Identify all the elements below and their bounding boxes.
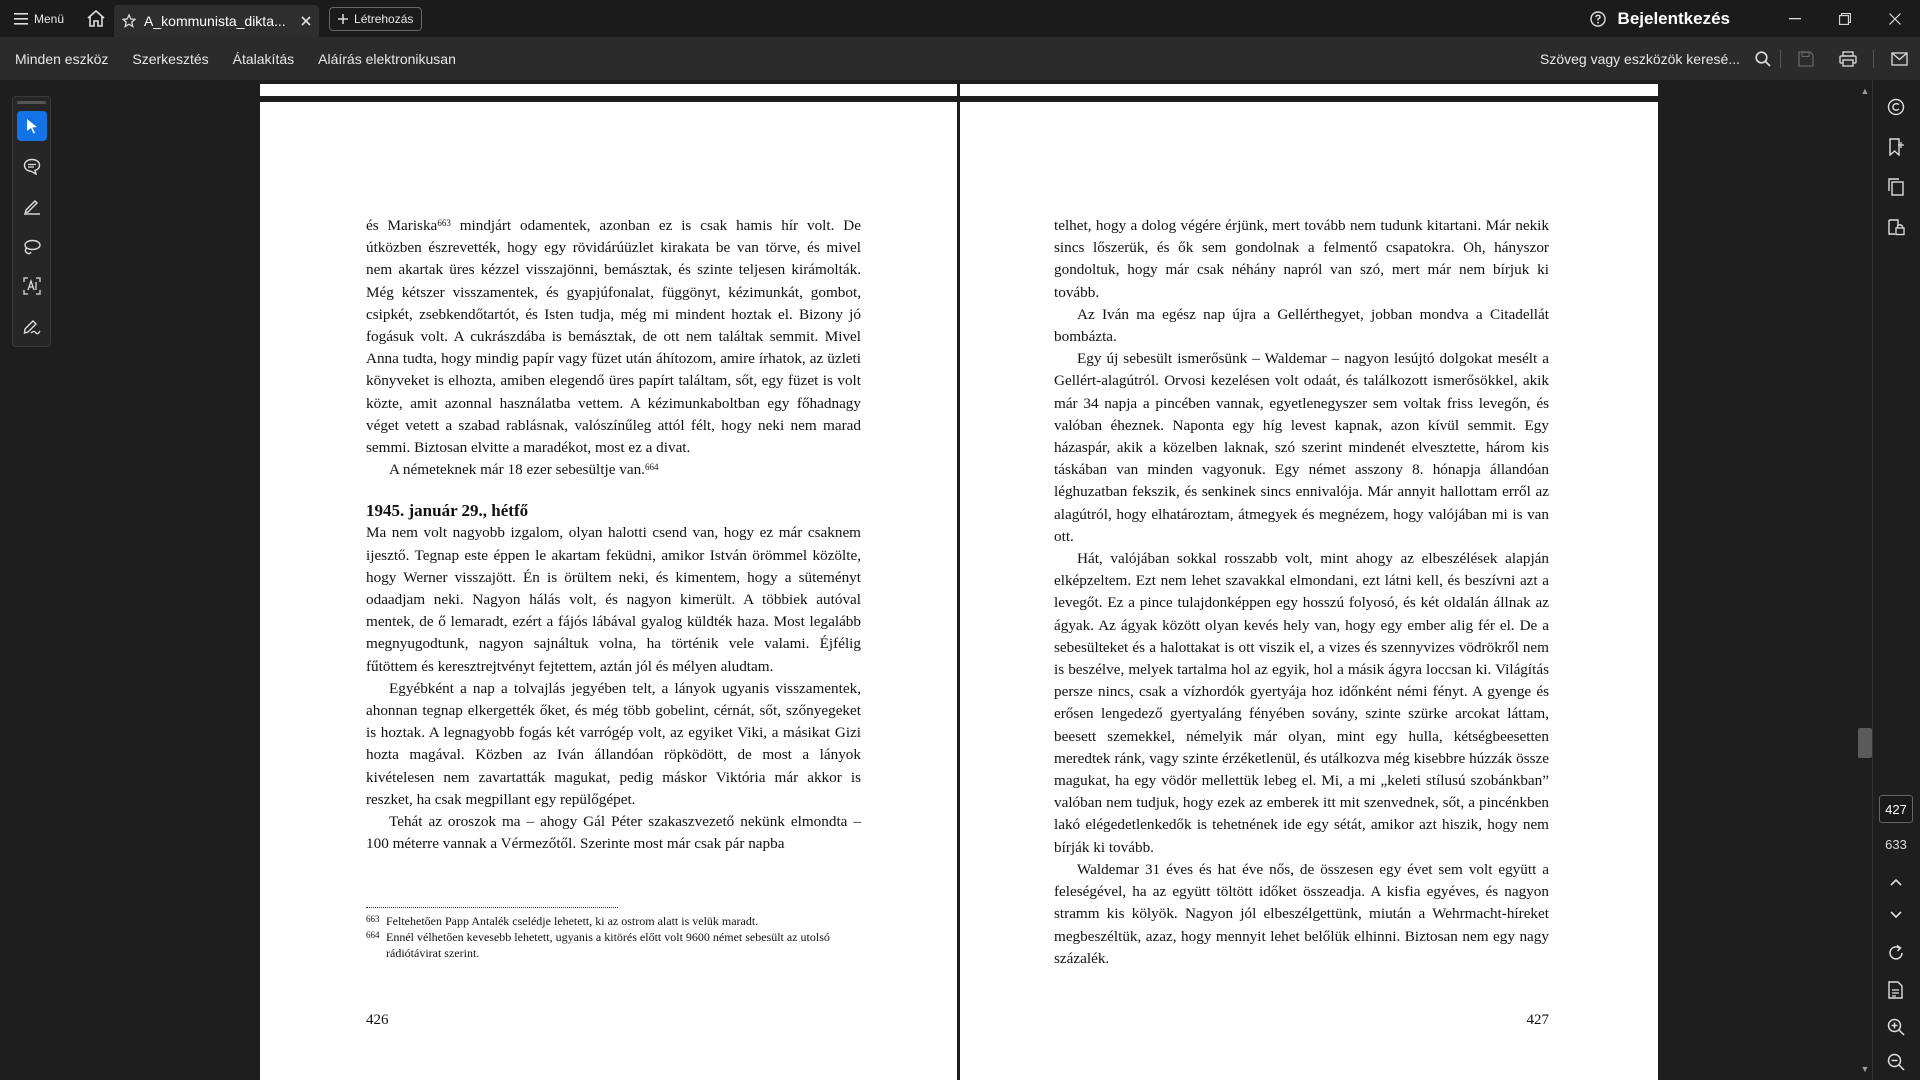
close-icon[interactable] (301, 16, 311, 26)
current-page-input[interactable]: 427 (1879, 795, 1913, 823)
vertical-scrollbar[interactable] (1858, 80, 1872, 1080)
help-button[interactable] (1580, 11, 1616, 27)
close-window-icon (1889, 13, 1901, 25)
create-label: Létrehozás (354, 11, 414, 26)
previous-page-button[interactable] (1881, 867, 1911, 897)
search-button[interactable] (1750, 37, 1776, 80)
rail-grip[interactable] (17, 101, 46, 104)
paragraph-text: és Mariska (366, 217, 438, 234)
pen-tool[interactable] (17, 191, 47, 221)
rotate-button[interactable] (1881, 938, 1911, 968)
paragraph-text: mindjárt odamentek, azonban ez is csak hamis hír volt. De útközben észrevették, hogy egy rövidárúüzlet kirakata be van törve, és mivel nem akartak üres kézzel visszajönni, bemásztak, és szinte teljesen kirámolták. Még kétszer visszamentek, és gyapjúfonalat, függönyt, kézimunkát, gombot, csipkét, zsebkendőtartót, és Isten tudja, még mi mindent hoztak el. Bizony jó fogásuk volt. A cukrászdába is bemásztak, de ott nem találtak semmit. Mivel Anna tudta, hogy mindig papír vagy füzet után áhítozom, amire írhatok, az üzleti könyveket is elhozta, amiben elegendő üres papírt találtam, sőt, egy füzet is volt közte, amit azonnal használatba vettem. A kézimunkaboltban egy főhadnagy véget vetett a szabad rablásnak, valószínűleg attól félt, hogy neki nem marad semmi. Biztosan elvitte a maradékot, most ez a divat. (366, 217, 861, 457)
paragraph-text: Egyébként a nap a tolvajlás jegyében telt, a lányok ugyanis visszamentek, ahonnan tegnap elkergették őket, és még több gobelint, cérnát, sőt, szőnyegeket is hoztak. A legnagyobb fogás két varrógép volt, az egyiket Viki, a másikat Gizi hozta magával. Közben az Iván állandóan röpködött, de most a lányok kivételesen nem zavartatták magukat, pedig máskor Viktória már akkor is reszket, ha csak megpillant egy repülőgépet. (366, 679, 861, 808)
minimize-icon (1789, 18, 1801, 20)
toolbar-convert[interactable]: Átalakítás (232, 50, 295, 67)
lasso-icon (23, 238, 41, 255)
toolbar-divider (1780, 50, 1781, 68)
total-pages: 633 (1885, 837, 1907, 852)
footnote-number: 663 (366, 914, 380, 924)
print-icon (1839, 51, 1857, 67)
text-select-tool[interactable] (17, 271, 47, 301)
create-button[interactable] (329, 7, 422, 31)
next-page-button[interactable] (1881, 900, 1911, 930)
save-icon (1798, 51, 1814, 67)
pen-icon (23, 197, 41, 215)
scroll-down-arrow[interactable]: ▼ (1860, 1064, 1870, 1074)
toolbar-edit[interactable]: Szerkesztés (132, 50, 209, 67)
footnote-text: Feltehetően Papp Antalék cselédje lehetett, ki az ostrom alatt is velük maradt. (386, 914, 759, 928)
page-number: 427 (1526, 1012, 1549, 1028)
save-button[interactable] (1785, 37, 1827, 80)
paragraph-text: Tehát az oroszok ma – ahogy Gál Péter szakaszvezető nekünk elmondta – 100 méterre vannak a Vérmezőtől. Szerinte most már csak pár napba (366, 813, 861, 853)
paragraph-text: Hát, valójában sokkal rosszabb volt, mint ahogy az elbeszélések alapján elképzeltem. Ezt nem lehet szavakkal elmondani, ezt látni kell, és beszívni azt a levegőt. Ez a pince tulajdonképpen egy hosszú folyosó, és két oldalán állnak az ágyak. Az ágyak között olyan kevés hely van, hogy egy ember alig fér el. De a sebesülteket és a halottakat is ott viszik el, a vizes és szennyvizes vödrökről nem is beszélve, melyek tartalma hol az egyik, hol a másik ágyra loccsan ki. Világítás persze nincs, csak a vízhordók gyertyája hoz időnként némi fényt. A gyenge és erősen lengedező gyertyaláng fényében sovány, szinte szürke arcokat láttam, beesett szemekkel, némelyik már olyan, mint egy hulla, kétségbeesetten meredtek ránk, vagy szinte érzéketlenül, és utálkozva még kisebbre húzzák össze magukat, ha egy vödör mellettük lebeg el. Mi, a mi „keleti stílusú szobánkban” valóban nem tudjuk, hogy ezek az emberek itt mit szenvednek, sőt, a pincénkben lakó elégedetlenkedők is tehetnének ide egy sétát, amikor azt hiszik, hogy nem bírják ki tovább. (1054, 550, 1549, 856)
page-layout-button[interactable] (1881, 975, 1911, 1005)
footnote-ref[interactable]: 664 (644, 462, 659, 473)
rotate-icon (1887, 944, 1905, 962)
document-tab[interactable] (114, 5, 319, 37)
search-input[interactable]: Szöveg vagy eszközök keresé... (1540, 50, 1740, 67)
print-button[interactable] (1827, 37, 1869, 80)
protect-icon (1887, 218, 1905, 236)
restore-icon (1839, 13, 1851, 25)
main-toolbar (0, 37, 1920, 80)
sign-tool[interactable] (17, 311, 47, 341)
mail-icon (1891, 52, 1908, 66)
restore-button[interactable] (1820, 0, 1870, 37)
paragraph-text: telhet, hogy a dolog végére érjünk, mert tovább nem tudunk kitartani. Már nekik sincs lőszerük, és ők sem gondolnak a felmentő csapatokra. Oh, hányszor gondoltuk, hogy már csak néhány napról van szó, mert már nem bírjuk ki tovább. (1054, 217, 1549, 301)
hamburger-icon (14, 13, 28, 25)
footnote (366, 913, 861, 929)
right-rail (1872, 80, 1920, 1080)
menu-button[interactable] (0, 0, 78, 37)
quick-tools-rail (12, 96, 51, 347)
tab-title: A_kommunista_dikta... (144, 13, 286, 29)
protect-button[interactable] (1881, 212, 1911, 242)
help-icon (1590, 11, 1606, 27)
page-body (366, 215, 861, 855)
document-viewer[interactable] (260, 80, 1658, 1080)
pages-icon (1887, 178, 1905, 196)
menu-label: Menü (34, 11, 65, 26)
zoom-out-icon (1887, 1053, 1905, 1071)
sign-icon (23, 317, 41, 335)
paragraph-text: Egy új sebesült ismerősünk – Waldemar – nagyon lesújtó dolgokat mesélt a Gellért-alagútról. Orvosi kezelésen volt odaát, és találkozott ismerősökkel, akik már 34 napja a pincében vannak, egyetlenegyszer sem voltak friss levegőn, és valóban éheznek. Naponta egy híg levest kapnak, azon kívül semmit. Egy házaspár, akik a közelben laknak, szó szerint mindenét elvesztette, három kis táskában van minden vagyonuk. Egy német asszony 8. hónapja állandóan léghuzatban fekszik, és senkinek sincs ennivalója. Már annyit hallottam erről az alagútról, hogy elhatároztam, átmegyek és megnézem, hogy valójában mi is van ott. (1054, 350, 1549, 545)
comment-icon (23, 158, 41, 175)
search-icon (1755, 51, 1771, 67)
lasso-tool[interactable] (17, 231, 47, 261)
bookmark-button[interactable] (1881, 132, 1911, 162)
paragraph-text: A németeknek már 18 ezer sebesültje van. (389, 461, 645, 479)
scrollbar-thumb[interactable] (1858, 728, 1872, 758)
footnote-number: 664 (366, 930, 380, 940)
close-window-button[interactable] (1870, 0, 1920, 37)
paragraph-text: Az Iván ma egész nap újra a Gellérthegyet, jobban mondva a Citadellát bombázta. (1054, 305, 1549, 346)
zoom-out-button[interactable] (1881, 1047, 1911, 1077)
select-arrow-icon (25, 118, 39, 134)
zoom-in-button[interactable] (1881, 1012, 1911, 1042)
page-426 (260, 102, 957, 1080)
pages-button[interactable] (1881, 172, 1911, 202)
comment-tool[interactable] (17, 151, 47, 181)
footnote-text: Ennél vélhetően kevesebb lehetett, ugyanis a kitörés előtt volt 9600 német sebesült az utolsó rádiótávirat szerint. (386, 930, 830, 960)
toolbar-divider (1873, 50, 1874, 68)
paragraph-text: Waldemar 31 éves és hat éve nős, de összesen egy évet sem volt együtt a feleségével, ha az együtt töltött időket összeadja. A kisfia egyéves, és nagyon stramm kis kölyök. Nagyon jól elbeszélgettünk, miután a Wehrmacht-híreket megbeszéltük, azaz, hogy mennyit lehet belőlük elhinni. Biztosan nem egy nagy százalék. (1054, 860, 1549, 967)
toolbar-e-sign[interactable]: Aláírás elektronikusan (318, 50, 456, 67)
paragraph-text: Ma nem volt nagyobb izgalom, olyan halotti csend van, hogy ez már csaknem ijesztő. Tegnap este éppen le akartam feküdni, amikor István örömmel közölte, hogy Werner visszajött. Én is örültem neki, és kimentem, hogy a süteményt odaadjam neki. Nagyon hálás volt, és nagyon kimerült. A többiek autóval mentek, de ő lemaradt, ezért a fájós lábával gyalog küldték haza. Most legalább megnyugodtunk, nagyon sajnáltuk volna, ha történik vele valami. Éjfélig fűtöttem és keresztrejtvényt fejtettem, aztán jól és mélyen aludtam. (366, 524, 861, 675)
chevron-up-icon (1890, 878, 1902, 886)
chevron-down-icon (1890, 911, 1902, 919)
footnote-rule (366, 907, 618, 908)
page-427 (960, 102, 1658, 1080)
star-icon[interactable] (122, 14, 136, 28)
scroll-up-arrow[interactable]: ▲ (1860, 86, 1870, 96)
home-icon (87, 10, 105, 27)
page-body (1054, 215, 1549, 970)
mail-button[interactable] (1878, 37, 1920, 80)
select-tool[interactable] (17, 111, 47, 141)
footnotes (366, 907, 861, 961)
plus-icon (338, 14, 348, 24)
zoom-in-icon (1887, 1018, 1905, 1036)
text-select-icon (23, 277, 41, 295)
previous-pages-edge (260, 84, 1658, 96)
ai-assistant-button[interactable] (1881, 92, 1911, 122)
ai-assistant-icon (1887, 98, 1905, 116)
page-number: 426 (366, 1012, 389, 1028)
bookmark-icon (1887, 138, 1905, 156)
toolbar-all-tools[interactable]: Minden eszköz (15, 50, 109, 67)
footnote (366, 929, 861, 961)
footnote-ref[interactable]: 663 (437, 218, 451, 228)
entry-heading: 1945. január 29., hétfő (366, 501, 529, 521)
title-bar (0, 0, 1920, 37)
login-button[interactable]: Bejelentkezés (1617, 8, 1730, 28)
page-layout-icon (1887, 981, 1905, 999)
minimize-button[interactable] (1770, 0, 1820, 37)
home-button[interactable] (78, 0, 114, 37)
